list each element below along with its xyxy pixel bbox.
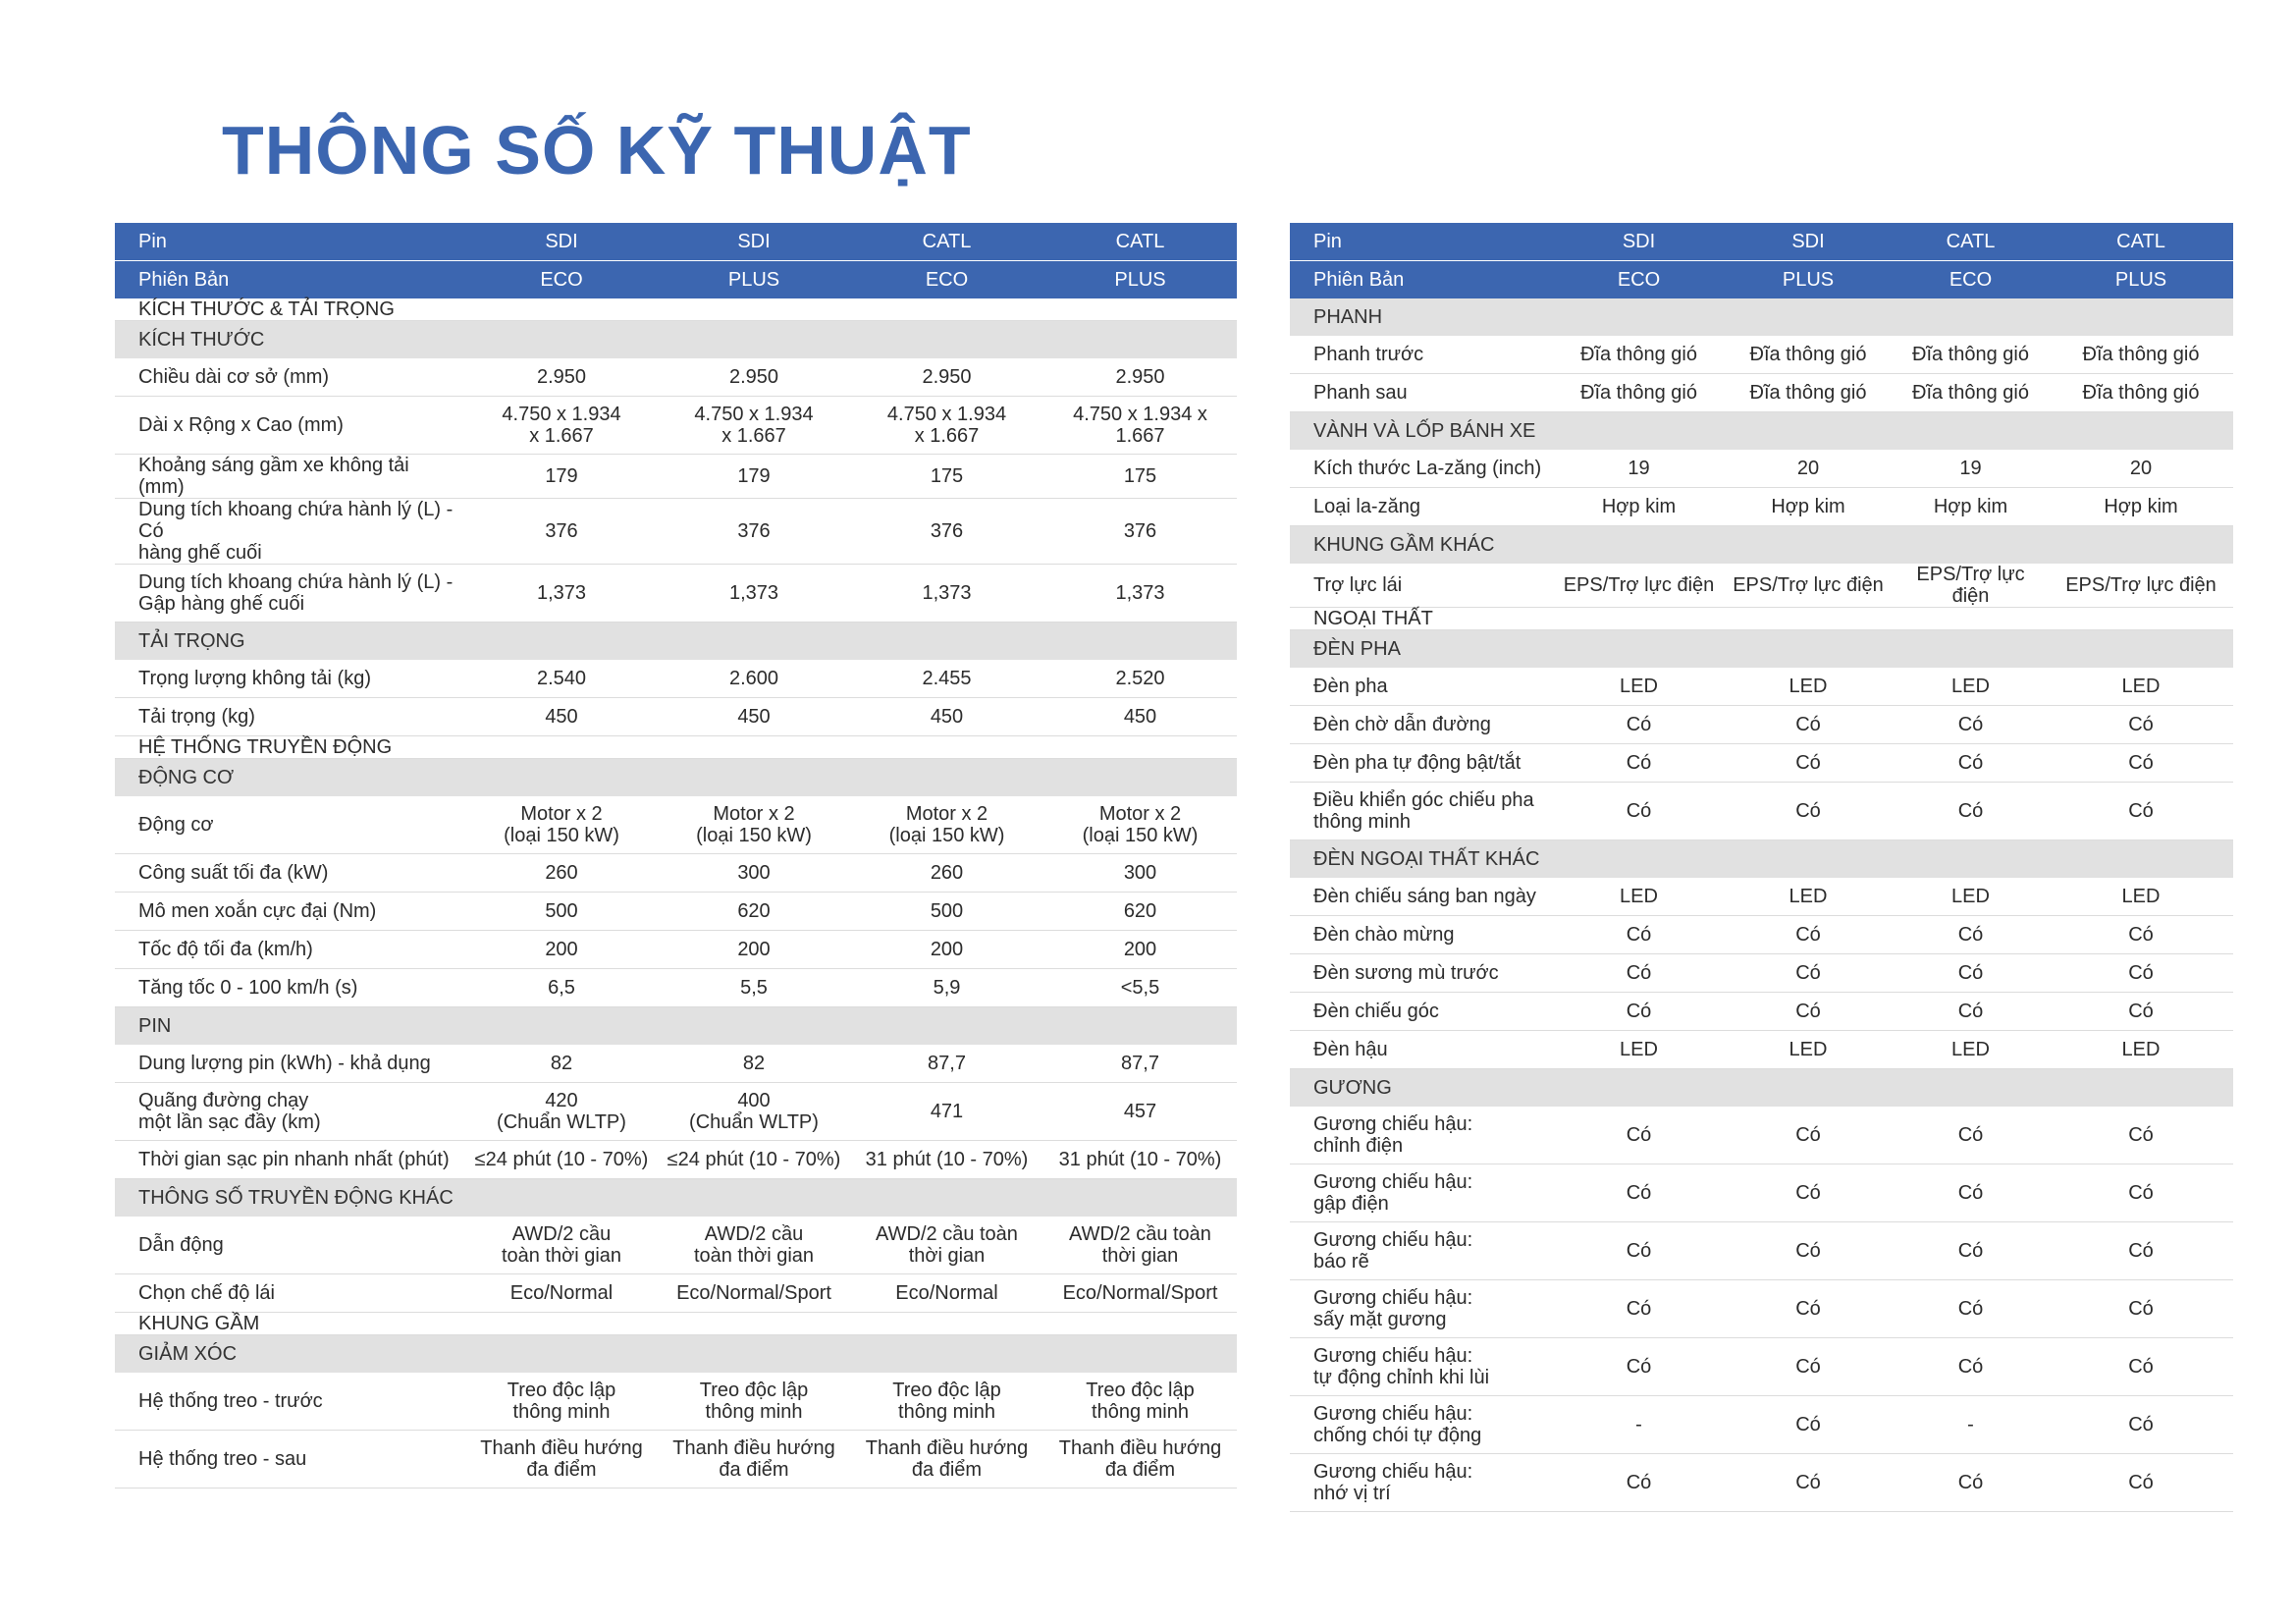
- spec-label: Gương chiếu hậu: báo rẽ: [1290, 1222, 1554, 1280]
- spec-value: LED: [1724, 1031, 1893, 1069]
- spec-label: Khoảng sáng gầm xe không tải (mm): [115, 455, 465, 499]
- spec-value: 200: [850, 931, 1043, 969]
- spec-value: Eco/Normal/Sport: [1043, 1274, 1237, 1313]
- table-row: [115, 698, 1237, 736]
- table-row: [115, 660, 1237, 698]
- spec-label: Động cơ: [115, 796, 465, 854]
- spec-value: AWD/2 cầu toàn thời gian: [850, 1217, 1043, 1274]
- spec-value: 1,373: [658, 565, 850, 623]
- table-row: [115, 1083, 1237, 1141]
- table-row: [1290, 1031, 2233, 1069]
- header-cell: ECO: [1554, 261, 1724, 299]
- spec-value: 87,7: [1043, 1045, 1237, 1083]
- spec-value: Có: [1724, 954, 1893, 993]
- spec-value: Có: [1893, 916, 2049, 954]
- spec-value: Có: [2049, 1454, 2233, 1512]
- table-row: [115, 455, 1237, 499]
- spec-value: 450: [658, 698, 850, 736]
- spec-value: EPS/Trợ lực điện: [1724, 564, 1893, 608]
- spec-value: Có: [2049, 1338, 2233, 1396]
- spec-label: Dung lượng pin (kWh) - khả dụng: [115, 1045, 465, 1083]
- page-title: THÔNG SỐ KỸ THUẬT: [222, 112, 972, 189]
- spec-value: Thanh điều hướng đa điểm: [850, 1431, 1043, 1489]
- spec-value: LED: [1893, 1031, 2049, 1069]
- subsection-header: [115, 1335, 1237, 1374]
- subsection-title: TẢI TRỌNG: [115, 623, 1237, 661]
- subsection-title: KHUNG GẦM KHÁC: [1290, 526, 2233, 565]
- header-cell: ECO: [850, 261, 1043, 299]
- spec-value: 471: [850, 1083, 1043, 1141]
- spec-value: Có: [1724, 1280, 1893, 1338]
- spec-label: Đèn hậu: [1290, 1031, 1554, 1069]
- spec-value: Có: [1554, 1107, 1724, 1164]
- spec-label: Đèn pha: [1290, 668, 1554, 706]
- spec-value: 4.750 x 1.934 x 1.667: [465, 397, 658, 455]
- spec-value: Đĩa thông gió: [1893, 374, 2049, 412]
- spec-value: LED: [2049, 878, 2233, 916]
- header-cell: CATL: [850, 223, 1043, 261]
- header-cell: CATL: [1893, 223, 2049, 261]
- header-label: Pin: [115, 223, 465, 261]
- header-label: Pin: [1290, 223, 1554, 261]
- spec-value: LED: [1724, 668, 1893, 706]
- spec-value: Có: [1893, 1222, 2049, 1280]
- spec-label: Tải trọng (kg): [115, 698, 465, 736]
- spec-value: Thanh điều hướng đa điểm: [465, 1431, 658, 1489]
- spec-value: 5,9: [850, 969, 1043, 1007]
- spec-label: Gương chiếu hậu: chống chói tự động: [1290, 1396, 1554, 1454]
- spec-value: 4.750 x 1.934 x 1.667: [850, 397, 1043, 455]
- spec-value: Đĩa thông gió: [2049, 336, 2233, 374]
- spec-value: Có: [1724, 1222, 1893, 1280]
- spec-value: 450: [1043, 698, 1237, 736]
- header-cell: SDI: [1554, 223, 1724, 261]
- spec-label: Đèn sương mù trước: [1290, 954, 1554, 993]
- spec-value: 20: [1724, 450, 1893, 488]
- spec-value: Motor x 2 (loại 150 kW): [465, 796, 658, 854]
- spec-label: Kích thước La-zăng (inch): [1290, 450, 1554, 488]
- spec-value: Có: [2049, 954, 2233, 993]
- spec-value: Thanh điều hướng đa điểm: [658, 1431, 850, 1489]
- header-cell: PLUS: [1043, 261, 1237, 299]
- table-row: [1290, 878, 2233, 916]
- spec-value: LED: [1893, 668, 2049, 706]
- spec-value: 2.540: [465, 660, 658, 698]
- spec-value: Có: [1554, 706, 1724, 744]
- table-row: [1290, 744, 2233, 783]
- table-row: [1290, 668, 2233, 706]
- header-row: [115, 223, 1237, 261]
- table-row: [115, 1141, 1237, 1179]
- header-cell: SDI: [1724, 223, 1893, 261]
- spec-value: 300: [1043, 854, 1237, 893]
- spec-value: Có: [1724, 1454, 1893, 1512]
- section-title: KÍCH THƯỚC & TẢI TRỌNG: [115, 298, 1237, 321]
- spec-value: Có: [1554, 1164, 1724, 1222]
- spec-value: Motor x 2 (loại 150 kW): [658, 796, 850, 854]
- spec-value: 2.950: [1043, 358, 1237, 397]
- spec-value: Hợp kim: [1893, 488, 2049, 526]
- subsection-title: VÀNH VÀ LỐP BÁNH XE: [1290, 412, 2233, 451]
- spec-value: 82: [658, 1045, 850, 1083]
- table-row: [115, 893, 1237, 931]
- spec-value: 620: [658, 893, 850, 931]
- table-row: [1290, 993, 2233, 1031]
- subsection-title: KÍCH THƯỚC: [115, 321, 1237, 359]
- spec-value: 450: [465, 698, 658, 736]
- table-row: [115, 1431, 1237, 1489]
- spec-value: Có: [1893, 1280, 2049, 1338]
- spec-value: -: [1893, 1396, 2049, 1454]
- subsection-header: [1290, 630, 2233, 669]
- table-row: [115, 358, 1237, 397]
- spec-value: 175: [1043, 455, 1237, 499]
- spec-value: 2.950: [850, 358, 1043, 397]
- spec-value: 87,7: [850, 1045, 1043, 1083]
- spec-value: Có: [1893, 744, 2049, 783]
- spec-value: 500: [850, 893, 1043, 931]
- spec-label: Công suất tối đa (kW): [115, 854, 465, 893]
- section-title: KHUNG GẦM: [115, 1313, 1237, 1335]
- spec-label: Tốc độ tối đa (km/h): [115, 931, 465, 969]
- subsection-title: PIN: [115, 1007, 1237, 1046]
- table-row: [115, 796, 1237, 854]
- spec-value: 376: [850, 499, 1043, 565]
- spec-value: Treo độc lập thông minh: [658, 1373, 850, 1431]
- header-label: Phiên Bản: [115, 261, 465, 299]
- spec-value: Motor x 2 (loại 150 kW): [850, 796, 1043, 854]
- table-row: [1290, 1454, 2233, 1512]
- table-row: [1290, 783, 2233, 840]
- spec-value: Có: [1893, 954, 2049, 993]
- table-row: [115, 1045, 1237, 1083]
- spec-value: 6,5: [465, 969, 658, 1007]
- table-row: [1290, 1280, 2233, 1338]
- spec-value: Hợp kim: [1554, 488, 1724, 526]
- spec-value: Có: [2049, 1396, 2233, 1454]
- spec-value: 2.455: [850, 660, 1043, 698]
- spec-label: Dung tích khoang chứa hành lý (L) - Có hàng ghế cuối: [115, 499, 465, 565]
- spec-value: 179: [658, 455, 850, 499]
- spec-value: Có: [1724, 1396, 1893, 1454]
- spec-label: Gương chiếu hậu: tự động chỉnh khi lùi: [1290, 1338, 1554, 1396]
- spec-value: 376: [465, 499, 658, 565]
- table-row: [115, 854, 1237, 893]
- spec-label: Phanh trước: [1290, 336, 1554, 374]
- table-row: [115, 397, 1237, 455]
- spec-value: LED: [1554, 668, 1724, 706]
- spec-table-right: [1290, 223, 2233, 1512]
- spec-value: Có: [1724, 706, 1893, 744]
- table-row: [115, 1274, 1237, 1313]
- spec-value: Có: [1724, 783, 1893, 840]
- spec-value: Có: [1554, 1280, 1724, 1338]
- spec-value: Có: [1554, 744, 1724, 783]
- header-cell: PLUS: [1724, 261, 1893, 299]
- spec-value: ≤24 phút (10 - 70%): [465, 1141, 658, 1179]
- spec-label: Mô men xoắn cực đại (Nm): [115, 893, 465, 931]
- spec-value: 450: [850, 698, 1043, 736]
- table-row: [115, 931, 1237, 969]
- spec-value: Có: [1893, 1107, 2049, 1164]
- spec-value: AWD/2 cầu toàn thời gian: [1043, 1217, 1237, 1274]
- spec-value: 4.750 x 1.934 x 1.667: [1043, 397, 1237, 455]
- header-row: [1290, 223, 2233, 261]
- spec-label: Điều khiển góc chiếu pha thông minh: [1290, 783, 1554, 840]
- spec-value: 4.750 x 1.934 x 1.667: [658, 397, 850, 455]
- spec-value: 82: [465, 1045, 658, 1083]
- spec-label: Gương chiếu hậu: nhớ vị trí: [1290, 1454, 1554, 1512]
- spec-label: Trợ lực lái: [1290, 564, 1554, 608]
- spec-value: Có: [1724, 916, 1893, 954]
- spec-label: Đèn chiếu góc: [1290, 993, 1554, 1031]
- spec-value: Có: [1893, 993, 2049, 1031]
- subsection-header: [115, 1007, 1237, 1046]
- table-row: [1290, 374, 2233, 412]
- header-cell: CATL: [1043, 223, 1237, 261]
- spec-value: LED: [2049, 668, 2233, 706]
- subsection-title: THÔNG SỐ TRUYỀN ĐỘNG KHÁC: [115, 1179, 1237, 1218]
- spec-value: 200: [658, 931, 850, 969]
- spec-value: 1,373: [1043, 565, 1237, 623]
- spec-value: Có: [2049, 744, 2233, 783]
- spec-value: <5,5: [1043, 969, 1237, 1007]
- header-row: [1290, 261, 2233, 299]
- spec-value: Có: [2049, 1222, 2233, 1280]
- spec-value: 31 phút (10 - 70%): [1043, 1141, 1237, 1179]
- spec-value: 19: [1893, 450, 2049, 488]
- spec-value: LED: [1724, 878, 1893, 916]
- spec-value: Có: [1554, 993, 1724, 1031]
- spec-value: Có: [1893, 1454, 2049, 1512]
- spec-value: Có: [1554, 954, 1724, 993]
- spec-value: Eco/Normal: [465, 1274, 658, 1313]
- table-row: [115, 1373, 1237, 1431]
- spec-label: Dài x Rộng x Cao (mm): [115, 397, 465, 455]
- subsection-header: [1290, 1069, 2233, 1108]
- subsection-title: ĐÈN PHA: [1290, 630, 2233, 669]
- spec-value: Eco/Normal: [850, 1274, 1043, 1313]
- spec-value: 500: [465, 893, 658, 931]
- spec-value: Có: [2049, 916, 2233, 954]
- spec-value: EPS/Trợ lực điện: [2049, 564, 2233, 608]
- spec-value: 2.950: [465, 358, 658, 397]
- spec-value: 260: [850, 854, 1043, 893]
- spec-value: Có: [1893, 783, 2049, 840]
- spec-value: Có: [1554, 916, 1724, 954]
- spec-value: Đĩa thông gió: [1893, 336, 2049, 374]
- spec-value: Thanh điều hướng đa điểm: [1043, 1431, 1237, 1489]
- table-row: [1290, 1338, 2233, 1396]
- spec-value: LED: [2049, 1031, 2233, 1069]
- spec-value: 300: [658, 854, 850, 893]
- subsection-title: ĐỘNG CƠ: [115, 759, 1237, 797]
- spec-value: EPS/Trợ lực điện: [1893, 564, 2049, 608]
- spec-value: Motor x 2 (loại 150 kW): [1043, 796, 1237, 854]
- subsection-header: [1290, 840, 2233, 879]
- spec-label: Phanh sau: [1290, 374, 1554, 412]
- spec-value: 5,5: [658, 969, 850, 1007]
- table-row: [115, 565, 1237, 623]
- spec-value: Có: [1554, 1222, 1724, 1280]
- spec-value: Có: [1893, 1338, 2049, 1396]
- section-header: [115, 298, 1237, 321]
- spec-value: Có: [2049, 1280, 2233, 1338]
- spec-value: Có: [1724, 993, 1893, 1031]
- spec-value: Có: [1724, 1338, 1893, 1396]
- section-title: NGOẠI THẤT: [1290, 608, 2233, 630]
- subsection-header: [1290, 526, 2233, 565]
- spec-value: Đĩa thông gió: [1724, 336, 1893, 374]
- spec-label: Gương chiếu hậu: chỉnh điện: [1290, 1107, 1554, 1164]
- spec-value: Có: [1554, 1338, 1724, 1396]
- header-cell: SDI: [465, 223, 658, 261]
- spec-value: LED: [1893, 878, 2049, 916]
- table-row: [115, 969, 1237, 1007]
- subsection-header: [1290, 298, 2233, 336]
- header-cell: CATL: [2049, 223, 2233, 261]
- header-cell: ECO: [1893, 261, 2049, 299]
- spec-value: 1,373: [465, 565, 658, 623]
- spec-label: Thời gian sạc pin nhanh nhất (phút): [115, 1141, 465, 1179]
- spec-value: 20: [2049, 450, 2233, 488]
- header-cell: ECO: [465, 261, 658, 299]
- spec-label: Loại la-zăng: [1290, 488, 1554, 526]
- spec-value: AWD/2 cầu toàn thời gian: [465, 1217, 658, 1274]
- header-cell: PLUS: [2049, 261, 2233, 299]
- spec-value: 175: [850, 455, 1043, 499]
- subsection-header: [115, 623, 1237, 661]
- table-row: [1290, 1222, 2233, 1280]
- spec-value: 2.520: [1043, 660, 1237, 698]
- spec-label: Dẫn động: [115, 1217, 465, 1274]
- spec-label: Chiều dài cơ sở (mm): [115, 358, 465, 397]
- spec-label: Đèn chờ dẫn đường: [1290, 706, 1554, 744]
- table-row: [1290, 1107, 2233, 1164]
- spec-value: 2.600: [658, 660, 850, 698]
- spec-value: Eco/Normal/Sport: [658, 1274, 850, 1313]
- spec-value: Có: [2049, 783, 2233, 840]
- subsection-title: GIẢM XÓC: [115, 1335, 1237, 1374]
- spec-value: Có: [2049, 1107, 2233, 1164]
- section-title: HỆ THỐNG TRUYỀN ĐỘNG: [115, 736, 1237, 759]
- subsection-header: [115, 321, 1237, 359]
- spec-value: Có: [2049, 706, 2233, 744]
- header-row: [115, 261, 1237, 299]
- table-row: [1290, 916, 2233, 954]
- table-row: [115, 499, 1237, 565]
- spec-label: Đèn pha tự động bật/tắt: [1290, 744, 1554, 783]
- table-row: [1290, 488, 2233, 526]
- table-row: [1290, 450, 2233, 488]
- spec-value: Có: [1724, 1164, 1893, 1222]
- section-header: [1290, 608, 2233, 630]
- spec-label: Chọn chế độ lái: [115, 1274, 465, 1313]
- spec-value: Có: [2049, 993, 2233, 1031]
- spec-label: Tăng tốc 0 - 100 km/h (s): [115, 969, 465, 1007]
- spec-value: Đĩa thông gió: [1554, 374, 1724, 412]
- spec-value: 1,373: [850, 565, 1043, 623]
- spec-value: 376: [1043, 499, 1237, 565]
- header-cell: SDI: [658, 223, 850, 261]
- spec-label: Quãng đường chạy một lần sạc đầy (km): [115, 1083, 465, 1141]
- spec-label: Gương chiếu hậu: gập điện: [1290, 1164, 1554, 1222]
- table-row: [1290, 336, 2233, 374]
- spec-label: Hệ thống treo - trước: [115, 1373, 465, 1431]
- spec-label: Gương chiếu hậu: sấy mặt gương: [1290, 1280, 1554, 1338]
- table-row: [1290, 706, 2233, 744]
- spec-value: AWD/2 cầu toàn thời gian: [658, 1217, 850, 1274]
- spec-label: Hệ thống treo - sau: [115, 1431, 465, 1489]
- table-row: [1290, 1396, 2233, 1454]
- subsection-title: GƯƠNG: [1290, 1069, 2233, 1108]
- spec-value: Đĩa thông gió: [2049, 374, 2233, 412]
- spec-label: Trọng lượng không tải (kg): [115, 660, 465, 698]
- spec-table-left: [115, 223, 1237, 1489]
- spec-value: -: [1554, 1396, 1724, 1454]
- spec-value: 200: [1043, 931, 1237, 969]
- spec-value: 200: [465, 931, 658, 969]
- spec-value: Có: [1724, 1107, 1893, 1164]
- subsection-header: [1290, 412, 2233, 451]
- spec-value: LED: [1554, 878, 1724, 916]
- header-cell: PLUS: [658, 261, 850, 299]
- subsection-header: [115, 759, 1237, 797]
- subsection-header: [115, 1179, 1237, 1218]
- spec-value: Hợp kim: [1724, 488, 1893, 526]
- table-row: [1290, 954, 2233, 993]
- spec-value: 376: [658, 499, 850, 565]
- spec-value: Đĩa thông gió: [1554, 336, 1724, 374]
- spec-value: Treo độc lập thông minh: [465, 1373, 658, 1431]
- spec-value: 19: [1554, 450, 1724, 488]
- section-header: [115, 736, 1237, 759]
- spec-value: Có: [1724, 744, 1893, 783]
- header-label: Phiên Bản: [1290, 261, 1554, 299]
- spec-value: Treo độc lập thông minh: [1043, 1373, 1237, 1431]
- table-row: [1290, 1164, 2233, 1222]
- spec-value: LED: [1554, 1031, 1724, 1069]
- spec-value: ≤24 phút (10 - 70%): [658, 1141, 850, 1179]
- subsection-title: PHANH: [1290, 298, 2233, 336]
- subsection-title: ĐÈN NGOẠI THẤT KHÁC: [1290, 840, 2233, 879]
- section-header: [115, 1313, 1237, 1335]
- spec-label: Đèn chào mừng: [1290, 916, 1554, 954]
- spec-value: 620: [1043, 893, 1237, 931]
- spec-value: Có: [1554, 1454, 1724, 1512]
- spec-value: Đĩa thông gió: [1724, 374, 1893, 412]
- table-row: [115, 1217, 1237, 1274]
- spec-value: 31 phút (10 - 70%): [850, 1141, 1043, 1179]
- spec-value: 260: [465, 854, 658, 893]
- spec-value: 400 (Chuẩn WLTP): [658, 1083, 850, 1141]
- spec-value: Có: [1893, 1164, 2049, 1222]
- table-row: [1290, 564, 2233, 608]
- spec-value: 2.950: [658, 358, 850, 397]
- spec-value: 179: [465, 455, 658, 499]
- spec-value: 457: [1043, 1083, 1237, 1141]
- spec-value: EPS/Trợ lực điện: [1554, 564, 1724, 608]
- spec-label: Đèn chiếu sáng ban ngày: [1290, 878, 1554, 916]
- spec-value: Có: [1893, 706, 2049, 744]
- spec-value: Có: [2049, 1164, 2233, 1222]
- spec-value: Có: [1554, 783, 1724, 840]
- spec-label: Dung tích khoang chứa hành lý (L) - Gập hàng ghế cuối: [115, 565, 465, 623]
- spec-value: Hợp kim: [2049, 488, 2233, 526]
- spec-value: Treo độc lập thông minh: [850, 1373, 1043, 1431]
- spec-value: 420 (Chuẩn WLTP): [465, 1083, 658, 1141]
